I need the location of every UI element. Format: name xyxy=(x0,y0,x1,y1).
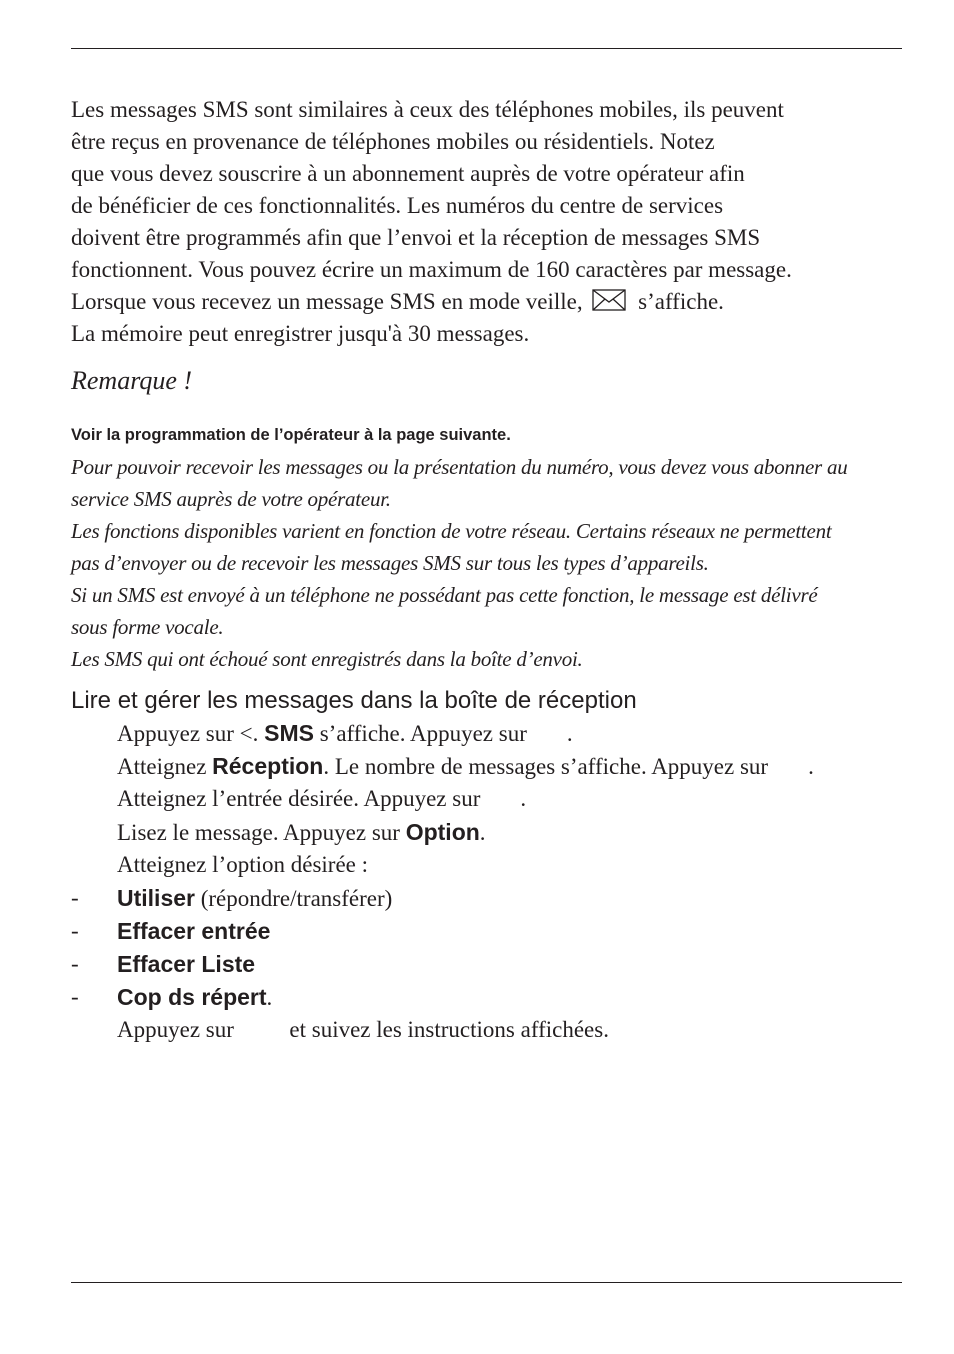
step-text: Appuyez sur xyxy=(117,1017,234,1042)
note-line: Les SMS qui ont échoué sont enregistrés dans la boîte d’envoi. xyxy=(71,647,583,671)
envelope-icon xyxy=(592,289,626,311)
step-select-entry xyxy=(0,786,954,819)
menu-keyword: Option xyxy=(405,819,480,845)
option-item xyxy=(0,918,954,951)
intro-line: doivent être programmés afin que l’envoi et la réception de messages SMS xyxy=(71,225,761,250)
option-label: Cop ds répert xyxy=(117,984,267,1010)
option-label: Effacer entrée xyxy=(117,918,271,944)
memory-line: La mémoire peut enregistrer jusqu'à 30 messages. xyxy=(71,321,530,346)
menu-keyword: Réception xyxy=(212,753,324,779)
step-text: Appuyez sur <. xyxy=(117,721,259,746)
option-item xyxy=(0,984,954,1017)
step-choose-option xyxy=(0,852,954,885)
option-item xyxy=(0,951,954,984)
header-rule xyxy=(71,48,902,49)
note-line: service SMS auprès de votre opérateur. xyxy=(71,487,391,511)
step-text: . Le nombre de messages s’affiche. Appuyez sur xyxy=(323,754,769,779)
bullet-dash: - xyxy=(71,951,79,976)
option-detail: . xyxy=(266,985,273,1010)
intro-line: fonctionnent. Vous pouvez écrire un maximum de 160 caractères par message. xyxy=(71,257,792,282)
option-label: Utiliser xyxy=(117,885,195,911)
note-line: sous forme vocale. xyxy=(71,615,224,639)
intro-paragraph xyxy=(71,94,911,350)
note-line: Les fonctions disponibles varient en fonction de votre réseau. Certains réseaux ne permettent xyxy=(71,519,832,543)
remark-notes xyxy=(71,451,911,675)
step-punct: . xyxy=(479,820,486,845)
standby-line xyxy=(71,286,911,318)
intro-line: être reçus en provenance de téléphones mobiles ou résidentiels. Notez xyxy=(71,129,715,154)
bullet-dash: - xyxy=(71,984,79,1009)
intro-line: Les messages SMS sont similaires à ceux des téléphones mobiles, ils peuvent xyxy=(71,97,784,122)
remark-title: Remarque ! xyxy=(71,366,193,395)
note-line: Pour pouvoir recevoir les messages ou la présentation du numéro, vous devez vous abonner au xyxy=(71,455,848,479)
step-open-sms xyxy=(0,720,954,753)
step-confirm xyxy=(0,1017,954,1050)
step-text: s’affiche. Appuyez sur xyxy=(319,721,527,746)
option-label: Effacer Liste xyxy=(117,951,256,977)
step-punct: . xyxy=(566,721,573,746)
standby-after: s’affiche. xyxy=(638,289,724,314)
step-reception xyxy=(0,753,954,786)
option-detail: (répondre/transférer) xyxy=(200,886,393,911)
option-item xyxy=(0,885,954,918)
operator-reference: Voir la programmation de l’opérateur à la page suivante. xyxy=(71,426,511,444)
bullet-dash: - xyxy=(71,885,79,910)
step-read-message xyxy=(0,819,954,852)
step-text: Lisez le message. Appuyez sur xyxy=(117,820,400,845)
step-text: Atteignez xyxy=(117,754,207,779)
standby-text: Lorsque vous recevez un message SMS en mode veille, xyxy=(71,289,583,314)
step-text: Atteignez l’entrée désirée. Appuyez sur xyxy=(117,786,481,811)
step-punct: . xyxy=(808,754,814,779)
footer-rule xyxy=(71,1282,902,1283)
note-line: pas d’envoyer ou de recevoir les messages SMS sur tous les types d’appareils. xyxy=(71,551,709,575)
menu-keyword: SMS xyxy=(264,720,314,746)
intro-line: que vous devez souscrire à un abonnement auprès de votre opérateur afin xyxy=(71,161,745,186)
note-line: Si un SMS est envoyé à un téléphone ne possédant pas cette fonction, le message est délivré xyxy=(71,583,818,607)
bullet-dash: - xyxy=(71,918,79,943)
step-punct: . xyxy=(520,786,527,811)
step-text: Atteignez l’option désirée : xyxy=(117,852,369,877)
intro-line: de bénéficier de ces fonctionnalités. Les numéros du centre de services xyxy=(71,193,724,218)
section-heading: Lire et gérer les messages dans la boîte de réception xyxy=(71,687,637,714)
step-text: et suivez les instructions affichées. xyxy=(289,1017,609,1042)
